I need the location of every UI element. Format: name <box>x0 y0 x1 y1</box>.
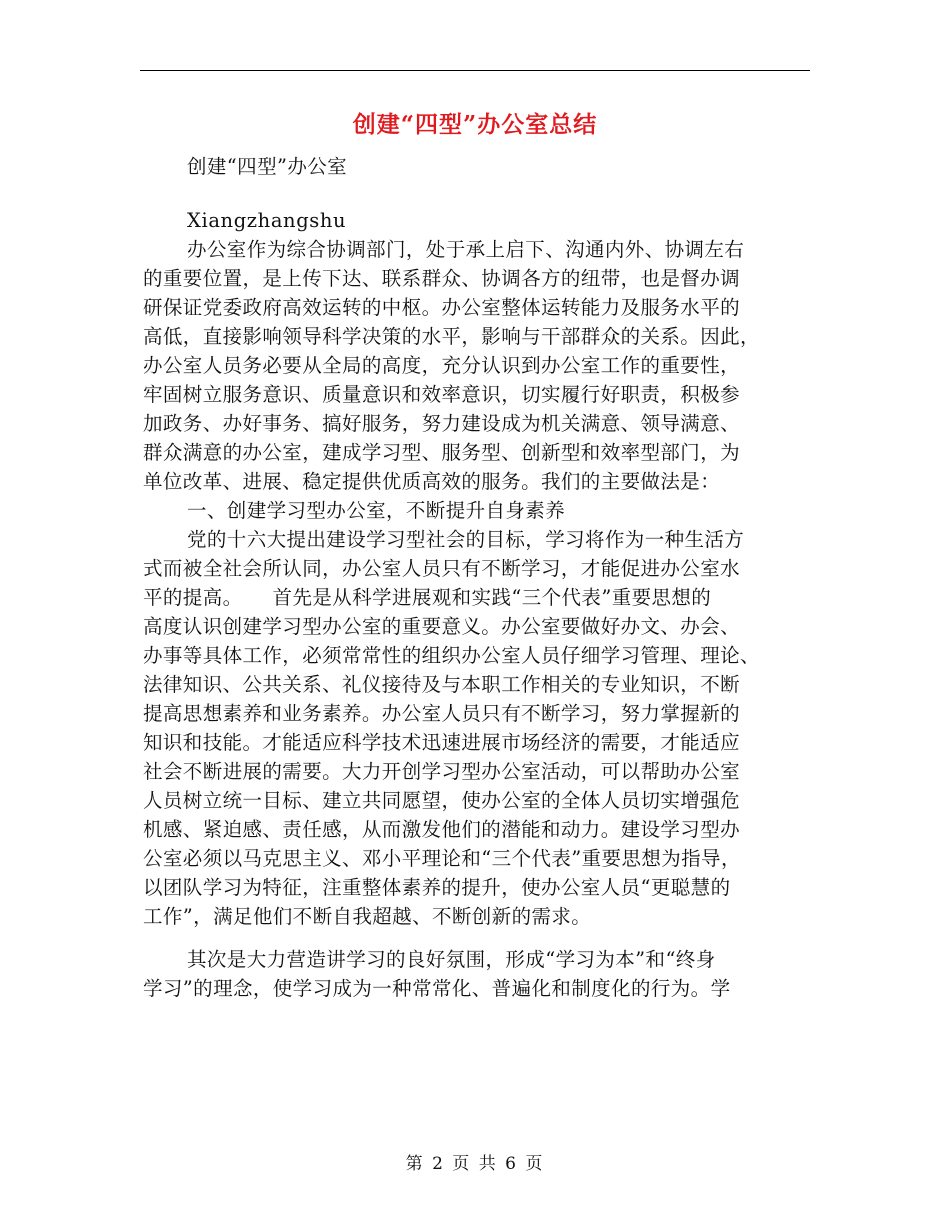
paragraph-line: 机感、紧迫感、责任感，从而激发他们的潜能和动力。建设学习型办 <box>143 818 741 841</box>
paragraph-line: 办公室作为综合协调部门，处于承上启下、沟通内外、协调左右 <box>187 238 745 261</box>
paragraph-line: 的重要位置，是上传下达、联系群众、协调各方的纽带，也是督办调 <box>143 267 741 290</box>
paragraph-line: 办公室人员务必要从全局的高度，充分认识到办公室工作的重要性， <box>143 354 741 377</box>
paragraph-line: 牢固树立服务意识、质量意识和效率意识，切实履行好职责，积极参 <box>143 383 741 406</box>
paragraph-line: 学习”的理念，使学习成为一种常常化、普遍化和制度化的行为。学 <box>143 977 731 1000</box>
paragraph-line: 高度认识创建学习型办公室的重要意义。办公室要做好办文、办会、 <box>143 615 741 638</box>
paragraph-line: 法律知识、公共关系、礼仪接待及与本职工作相关的专业知识，不断 <box>143 673 741 696</box>
paragraph-line: 知识和技能。才能适应科学技术迅速进展市场经济的需要，才能适应 <box>143 731 741 754</box>
section-heading: 一、创建学习型办公室，不断提升自身素养 <box>187 499 566 522</box>
paragraph-line: 社会不断进展的需要。大力开创学习型办公室活动，可以帮助办公室 <box>143 760 741 783</box>
document-title: 创建“四型”办公室总结 <box>352 111 598 138</box>
document-body <box>143 152 795 1003</box>
paragraph-line: 公室必须以马克思主义、邓小平理论和“三个代表”重要思想为指导， <box>143 847 741 870</box>
paragraph-line: 式而被全社会所认同，办公室人员只有不断学习，才能促进办公室水 <box>143 557 741 580</box>
paragraph-line: 高低，直接影响领导科学决策的水平，影响与干部群众的关系。因此， <box>143 325 760 348</box>
paragraph-line: 加政务、办好事务、搞好服务，努力建设成为机关满意、领导满意、 <box>143 412 741 435</box>
header-rule <box>140 70 810 71</box>
paragraph-line: 人员树立统一目标、建立共同愿望，使办公室的全体人员切实增强危 <box>143 789 741 812</box>
paragraph-line: 工作”，满足他们不断自我超越、不断创新的需求。 <box>143 905 592 928</box>
paragraph-line: 群众满意的办公室，建成学习型、服务型、创新型和效率型部门，为 <box>143 441 741 464</box>
paragraph-line: 单位改革、进展、稳定提供优质高效的服务。我们的主要做法是： <box>143 470 721 493</box>
paragraph-line: 提高思想素养和业务素养。办公室人员只有不断学习，努力掌握新的 <box>143 702 741 725</box>
paragraph-line: 以团队学习为特征，注重整体素养的提升，使办公室人员“更聪慧的 <box>143 876 731 899</box>
paragraph-line: 研保证党委政府高效运转的中枢。办公室整体运转能力及服务水平的 <box>143 296 741 319</box>
document-subtitle: 创建“四型”办公室 <box>187 155 348 178</box>
paragraph-line: 党的十六大提出建设学习型社会的目标，学习将作为一种生活方 <box>187 528 745 551</box>
paragraph-line: 平的提高。 首先是从科学进展观和实践“三个代表”重要思想的 <box>143 586 712 609</box>
page-number: 第 2 页 共 6 页 <box>405 1154 545 1174</box>
paragraph-line: 其次是大力营造讲学习的良好氛围，形成“学习为本”和“终身 <box>187 948 716 971</box>
author-name: Xiangzhangshu <box>187 209 347 232</box>
paragraph-line: 办事等具体工作，必须常常性的组织办公室人员仔细学习管理、理论、 <box>143 644 760 667</box>
